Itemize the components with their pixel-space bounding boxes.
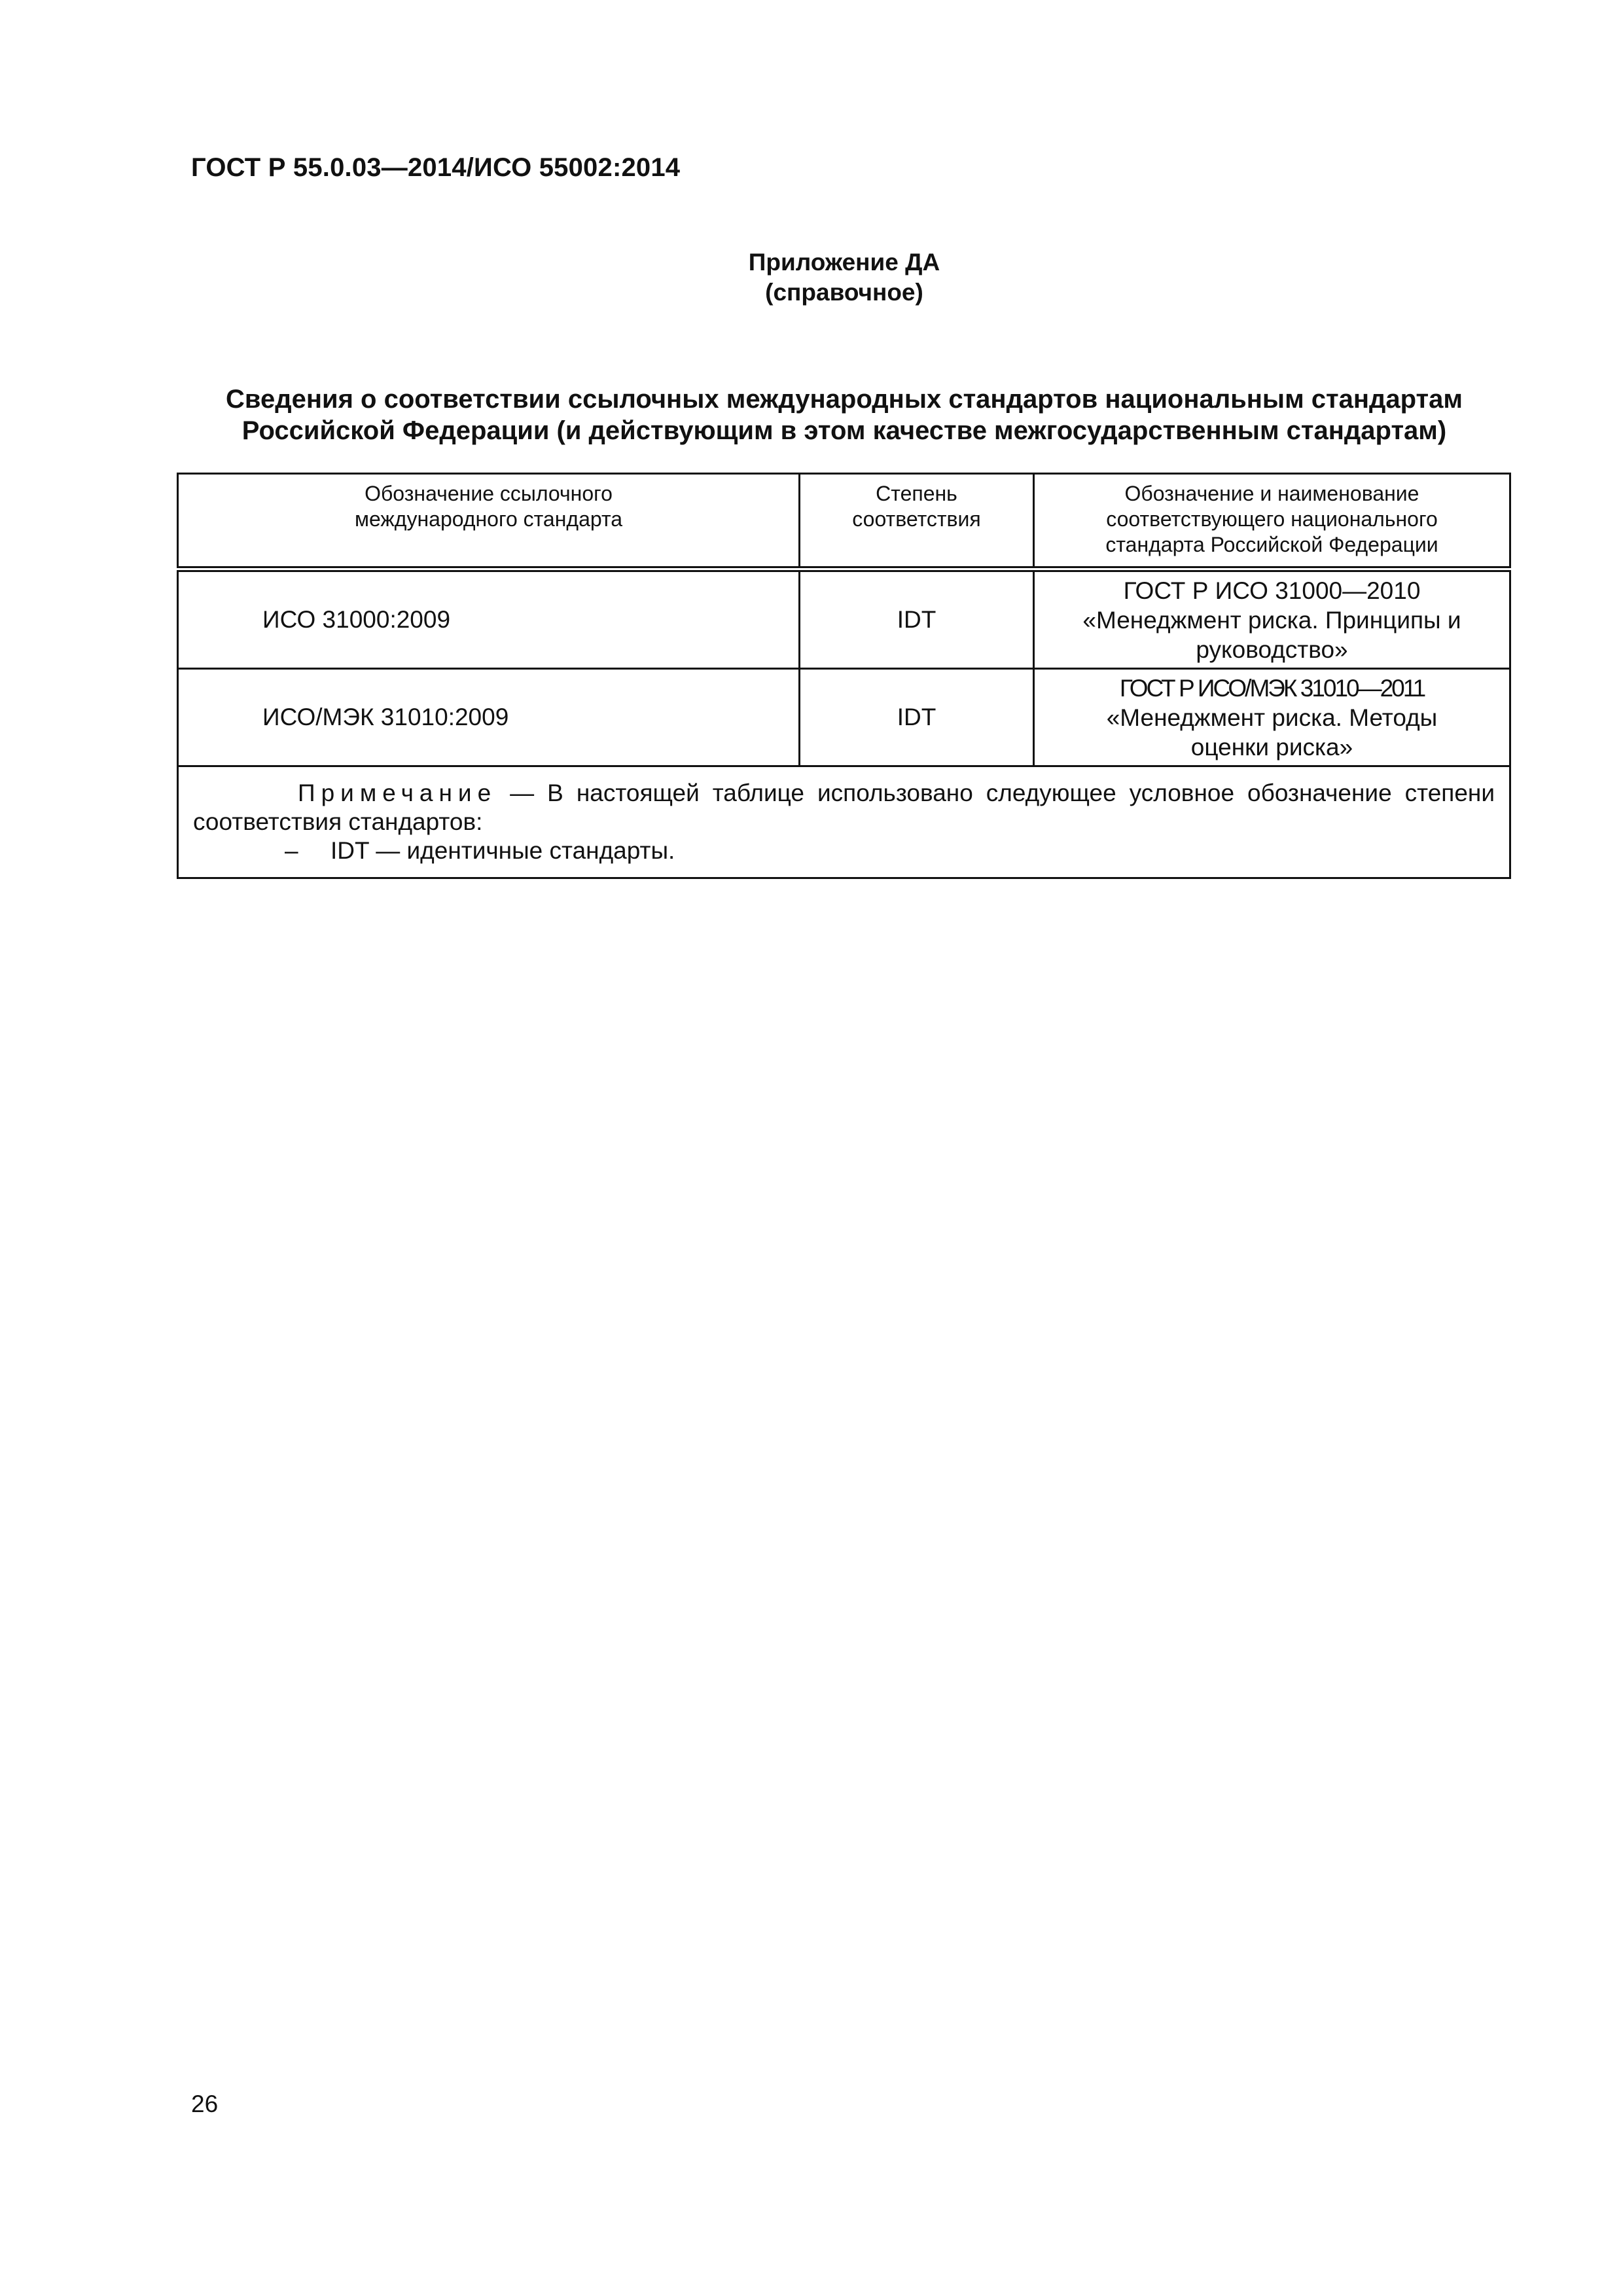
document-header: ГОСТ Р 55.0.03—2014/ИСО 55002:2014 [191, 153, 681, 182]
table-note-row [178, 766, 1510, 878]
table-title-line-1: Сведения о соответствии ссылочных международных стандартов национальным стандартам [226, 385, 1463, 414]
standards-correspondence-table [177, 473, 1511, 879]
note-label: Примечание [298, 780, 497, 806]
annex-title: Приложение ДА [748, 249, 940, 276]
degree-cell: IDT [800, 569, 1034, 669]
column-header-national-standard: Обозначение и наименование соответствующего национального стандарта Российской Федерации [1034, 474, 1510, 569]
annex-heading [0, 247, 1623, 308]
note-list-item [193, 836, 1495, 865]
international-standard-cell: ИСО/МЭК 31010:2009 [178, 669, 800, 766]
table-row [178, 669, 1510, 766]
national-standard-cell: ГОСТ Р ИСО/МЭК 31010—2011 «Менеджмент риска. Методы оценки риска» [1034, 669, 1510, 766]
page-number: 26 [191, 2090, 219, 2117]
table-title [157, 384, 1531, 446]
dash-bullet: – [285, 837, 298, 864]
note-text-start: — В настоящей таблице использовано следующее условное обозначение степени [497, 780, 1495, 806]
national-standard-cell: ГОСТ Р ИСО 31000—2010 «Менеджмент риска. Принципы и руководство» [1034, 569, 1510, 669]
table-note [178, 766, 1510, 878]
table-header-row [178, 474, 1510, 569]
note-item-text: IDT — идентичные стандарты. [330, 837, 675, 864]
annex-status: (справочное) [765, 279, 923, 306]
column-header-degree: Степень соответствия [800, 474, 1034, 569]
table-title-line-2: Российской Федерации (и действующим в этом качестве межгосударственным стандартам) [241, 416, 1447, 445]
degree-cell: IDT [800, 669, 1034, 766]
column-header-international-standard: Обозначение ссылочного международного стандарта [178, 474, 800, 569]
international-standard-cell: ИСО 31000:2009 [178, 569, 800, 669]
table-row [178, 569, 1510, 669]
note-text-end: соответствия стандартов: [193, 808, 483, 835]
